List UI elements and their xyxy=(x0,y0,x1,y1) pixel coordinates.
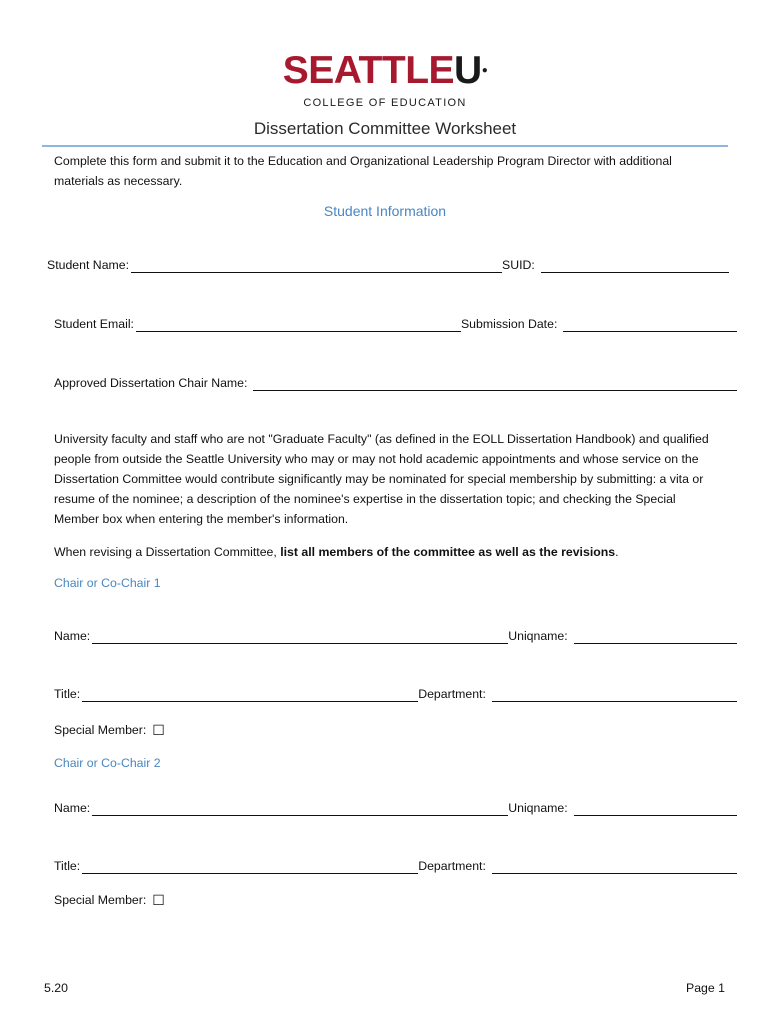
title-divider xyxy=(42,145,728,147)
chair-2-name-label: Name: xyxy=(54,801,91,815)
chair-2-uniqname-field[interactable] xyxy=(574,802,737,816)
chair-2-title-field[interactable] xyxy=(82,860,418,874)
submission-date-field[interactable] xyxy=(563,318,737,332)
chair-2-title-label: Title: xyxy=(54,859,81,873)
submission-date-label: Submission Date: xyxy=(460,317,558,331)
chair-1-title-field[interactable] xyxy=(82,688,418,702)
student-email-label: Student Email: xyxy=(54,317,134,331)
chair-1-uniqname-label: Uniqname: xyxy=(508,629,568,643)
chair-1-name-label: Name: xyxy=(54,629,91,643)
chair-1-title-label: Title: xyxy=(54,687,81,701)
chair-2-special-member-checkbox[interactable]: ☐ xyxy=(152,892,165,908)
intro-text: Complete this form and submit it to the Education and Organizational Leadership Program Director with additional materials as necessary. xyxy=(54,154,672,188)
student-name-label: Student Name: xyxy=(47,258,130,272)
suid-label: SUID: xyxy=(502,258,535,272)
chair-1-special-member-label: Special Member: xyxy=(54,723,147,737)
student-email-field[interactable] xyxy=(136,318,461,332)
logo-text: SEATTLEU xyxy=(282,49,482,92)
suid-field[interactable] xyxy=(541,259,729,273)
chair-2-heading: Chair or Co-Chair 2 xyxy=(54,756,161,770)
logo-u-letter: U xyxy=(454,49,482,92)
chair-1-name-field[interactable] xyxy=(92,630,508,644)
chair-1-special-member-checkbox[interactable]: ☐ xyxy=(152,722,165,738)
chair-1-title-row xyxy=(54,686,737,702)
revision-note xyxy=(54,542,724,562)
footer-page-number: Page 1 xyxy=(686,981,725,995)
chair-2-department-label: Department: xyxy=(418,859,486,873)
chair-1-department-field[interactable] xyxy=(492,688,737,702)
chair-2-name-field[interactable] xyxy=(92,802,508,816)
chair-2-special-member-row xyxy=(54,892,165,908)
logo-subtitle: COLLEGE OF EDUCATION xyxy=(303,97,467,109)
chair-name-field[interactable] xyxy=(253,377,737,391)
revision-note-prefix: When revising a Dissertation Committee, xyxy=(54,545,281,559)
chair-name-row xyxy=(54,375,737,391)
chair-1-uniqname-field[interactable] xyxy=(574,630,737,644)
registered-mark-icon: ● xyxy=(481,65,488,76)
chair-1-department-label: Department: xyxy=(418,687,486,701)
student-name-field[interactable] xyxy=(131,259,502,273)
chair-2-name-row xyxy=(54,800,737,816)
chair-1-special-member-row xyxy=(54,722,165,738)
faculty-paragraph: University faculty and staff who are not "Graduate Faculty" (as defined in the EOLL Dissertation Handbook) and qualified people from outside the Seattle University who may or may not hold academic appointments and whose service on the Dissertation Committee would contribute significantly may be nominated for special membership by submitting: a vita or resume of the nominee; a description of the nominee's expertise in the dissertation topic; and checking the Special Member box when entering the member's information. xyxy=(54,432,709,526)
chair-2-title-row xyxy=(54,858,737,874)
seattle-u-logo xyxy=(0,50,770,92)
revision-note-bold: list all members of the committee as well as the revisions xyxy=(280,545,616,559)
chair-1-heading: Chair or Co-Chair 1 xyxy=(54,576,161,590)
chair-1-name-row xyxy=(54,628,737,644)
footer-version: 5.20 xyxy=(44,981,68,995)
student-email-row xyxy=(54,316,737,332)
revision-note-suffix: . xyxy=(615,545,619,559)
chair-2-department-field[interactable] xyxy=(492,860,737,874)
chair-2-uniqname-label: Uniqname: xyxy=(508,801,568,815)
student-info-heading: Student Information xyxy=(323,203,447,219)
chair-name-label: Approved Dissertation Chair Name: xyxy=(54,376,248,390)
student-name-row xyxy=(47,257,729,273)
document-title: Dissertation Committee Worksheet xyxy=(253,119,517,138)
chair-2-special-member-label: Special Member: xyxy=(54,893,147,907)
